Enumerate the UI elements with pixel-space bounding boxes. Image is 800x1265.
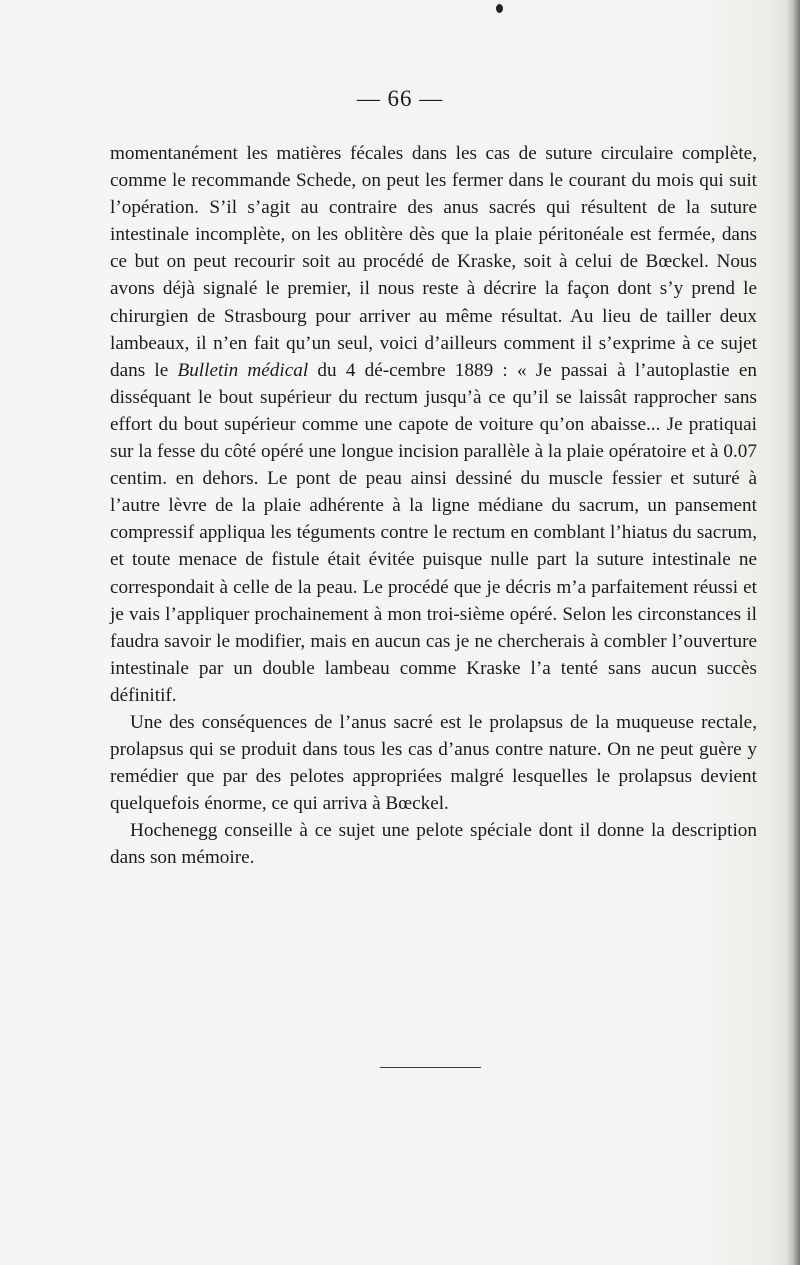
body-text bbox=[110, 140, 757, 872]
paragraph-1-text-start: momentanément les matières fécales dans les cas de suture circulaire complète, comme le recommande Schede, on peut les fermer dans le courant du mois qui suit l’opération. S’il s’agit au contraire des anus sacrés qui résultent de la suture intestinale incomplète, on les oblitère dès que la plaie péritonéale est fermée, dans ce but on peut recourir soit au procédé de Kraske, soit à celui de Bœckel. Nous avons déjà signalé le premier, il nous reste à décrire la façon dont s’y prend le chirurgien de Strasbourg pour arriver au même résultat. Au lieu de tailler deux lambeaux, il n’en fait qu’un seul, voici d’ailleurs comment il s’exprime à ce sujet dans le bbox=[110, 143, 757, 381]
paragraph-2: Une des conséquences de l’anus sacré est le prolapsus de la muqueuse rectale, prolapsus qui se produit dans tous les cas d’anus contre nature. On ne peut guère y remédier que par des pelotes appropriées malgré lesquelles le prolapsus devient quelquefois énorme, ce qui arriva à Bœckel. bbox=[110, 711, 757, 815]
paragraph-3: Hochenegg conseille à ce sujet une pelote spéciale dont il donne la description dans son mémoire. bbox=[110, 820, 757, 869]
paragraph-1 bbox=[110, 140, 757, 709]
page-number: — 66 — bbox=[356, 86, 444, 111]
ink-spot bbox=[496, 4, 503, 13]
paragraph-1-text-end: du 4 dé-cembre 1889 : « Je passai à l’autoplastie en disséquant le bout supérieur du rectum jusqu’à ce qu’il se laissât rapprocher sans effort du bout supérieur comme une capote de voiture qu’on abaisse... Je pratiquai sur la fesse du côté opéré une longue incision parallèle à la plaie opératoire et à 0.07 centim. en dehors. Le pont de peau ainsi dessiné du muscle fessier et suturé à l’autre lèvre de la plaie adhérente à la ligne médiane du sacrum, un pansement compressif appliqua les téguments contre le rectum en comblant l’hiatus du sacrum, et toute menace de fistule était évitée puisque nulle part la suture intestinale ne correspondait à celle de la peau. Le procédé que je décris m’a parfaitement réussi et je vais l’appliquer prochainement à mon troi-sième opéré. Selon les circonstances il faudra savoir le modifier, mais en aucun cas je ne chercherais à combler l’ouverture intestinale par un double lambeau comme Kraske l’a tenté sans aucun succès définitif. bbox=[110, 359, 757, 706]
page-edge-shadow bbox=[786, 0, 800, 1265]
section-end-rule bbox=[380, 1067, 481, 1068]
journal-title-italic: Bulletin médical bbox=[177, 359, 309, 381]
